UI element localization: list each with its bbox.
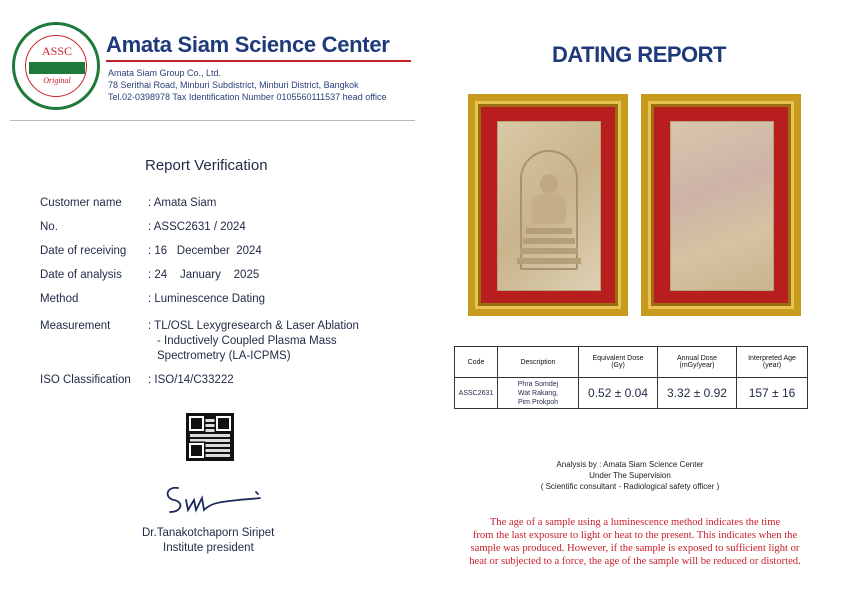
table-header-row (455, 347, 808, 378)
dating-table (454, 346, 808, 409)
header-eq-dose-label: Equivalent Dose (592, 355, 644, 362)
company-name: Amata Siam Science Center (106, 32, 390, 57)
amulet-back (670, 121, 774, 291)
field-value-analysis-date: : 24 January 2025 (148, 269, 260, 281)
field-value-iso: : ISO/14/C33222 (148, 374, 234, 386)
cell-interpreted-age: 157 ± 16 (737, 378, 808, 409)
cell-description (498, 378, 579, 409)
amulet-front-photo (468, 94, 628, 316)
report-title: DATING REPORT (552, 42, 726, 67)
company-logo-seal (12, 22, 100, 110)
note-line-2: from the last exposure to light or heat to the present. This indicates when the (472, 530, 798, 541)
cell-annual-dose: 3.32 ± 0.92 (658, 378, 737, 409)
header-interpreted-age (737, 347, 808, 378)
field-value-measurement: : TL/OSL Lexygresearch & Laser Ablation (148, 320, 359, 332)
field-label-iso: ISO Classification (40, 374, 131, 386)
header-code (455, 347, 498, 378)
seal-thai-band (29, 62, 85, 74)
base-step (520, 248, 578, 254)
cell-equivalent-dose: 0.52 ± 0.04 (579, 378, 658, 409)
desc-line: Pim Prokpoh (517, 398, 559, 406)
field-label-receiving: Date of receiving (40, 245, 127, 257)
base-step (517, 258, 581, 264)
analysis-by: Analysis by : Amata Siam Science Center (556, 460, 704, 469)
signature-image (160, 480, 270, 520)
amulet-back-photo (641, 94, 801, 316)
field-value-number: : ASSC2631 / 2024 (148, 221, 246, 233)
analysis-supervision: Under The Supervision (589, 471, 671, 480)
desc-line: Wat Rakang, (517, 389, 559, 397)
header-description-label: Description (520, 358, 556, 366)
seal-abbr: ASSC (41, 44, 73, 58)
field-label-method: Method (40, 293, 79, 305)
field-value-receiving: : 16 December 2024 (148, 245, 262, 257)
header-annual-dose-label: Annual Dose (676, 355, 718, 362)
header-age-unit: (year) (762, 362, 782, 369)
qr-code[interactable] (186, 413, 234, 461)
note-line-1: The age of a sample using a luminescence method indicates the time (489, 517, 781, 528)
field-value-customer: : Amata Siam (148, 197, 217, 209)
note-line-3: sample was produced. However, if the sample is exposed to sufficient light or (470, 543, 800, 554)
header-annual-dose (658, 347, 737, 378)
company-tel: Tel.02-0398978 Tax Identification Number 0105560111537 head office (108, 92, 387, 102)
field-value-measurement-line2: - Inductively Coupled Plasma Mass (157, 335, 337, 347)
buddha-body (532, 194, 566, 224)
field-label-analysis-date: Date of analysis (40, 269, 122, 281)
desc-line: Phra Somdej (517, 380, 559, 388)
base-step (523, 238, 575, 244)
company-underline (106, 60, 411, 62)
signer-title: Institute president (163, 542, 254, 554)
header-annual-dose-unit: (mGy/year) (679, 362, 715, 369)
header-eq-dose-unit: (Gy) (611, 362, 625, 369)
seal-inner-ring (25, 35, 87, 97)
cell-code: ASSC2631 (455, 378, 498, 409)
header-description (498, 347, 579, 378)
analysis-consultant: ( Scientific consultant - Radiological safety officer ) (540, 482, 720, 491)
field-label-measurement: Measurement (40, 320, 111, 332)
field-value-measurement-line3: Spectrometry (LA-ICPMS) (157, 350, 291, 362)
buddha-head (540, 174, 558, 194)
field-label-customer: Customer name (40, 197, 122, 209)
header-equivalent-dose (579, 347, 658, 378)
verification-title: Report Verification (145, 157, 268, 174)
company-group: Amata Siam Group Co., Ltd. (108, 68, 222, 78)
table-row (455, 378, 808, 409)
qr-finder-top-right (216, 416, 231, 431)
header-divider (10, 120, 415, 121)
seal-script: Original (43, 76, 71, 85)
signer-name: Dr.Tanakotchaporn Siripet (142, 527, 275, 539)
field-label-number: No. (40, 221, 58, 233)
base-step (526, 228, 572, 234)
qr-finder-bottom-left (189, 443, 204, 458)
amulet-front (497, 121, 601, 291)
field-value-method: : Luminescence Dating (148, 293, 265, 305)
note-line-4: heat or subjected to a force, the age of the sample will be reduced or distorted. (469, 556, 801, 567)
header-code-label: Code (467, 358, 485, 366)
header-age-label: Interpreted Age (748, 355, 796, 362)
qr-finder-top-left (189, 416, 204, 431)
company-address: 78 Serithai Road, Minburi Subdistrict, Minburi District, Bangkok (108, 80, 359, 90)
